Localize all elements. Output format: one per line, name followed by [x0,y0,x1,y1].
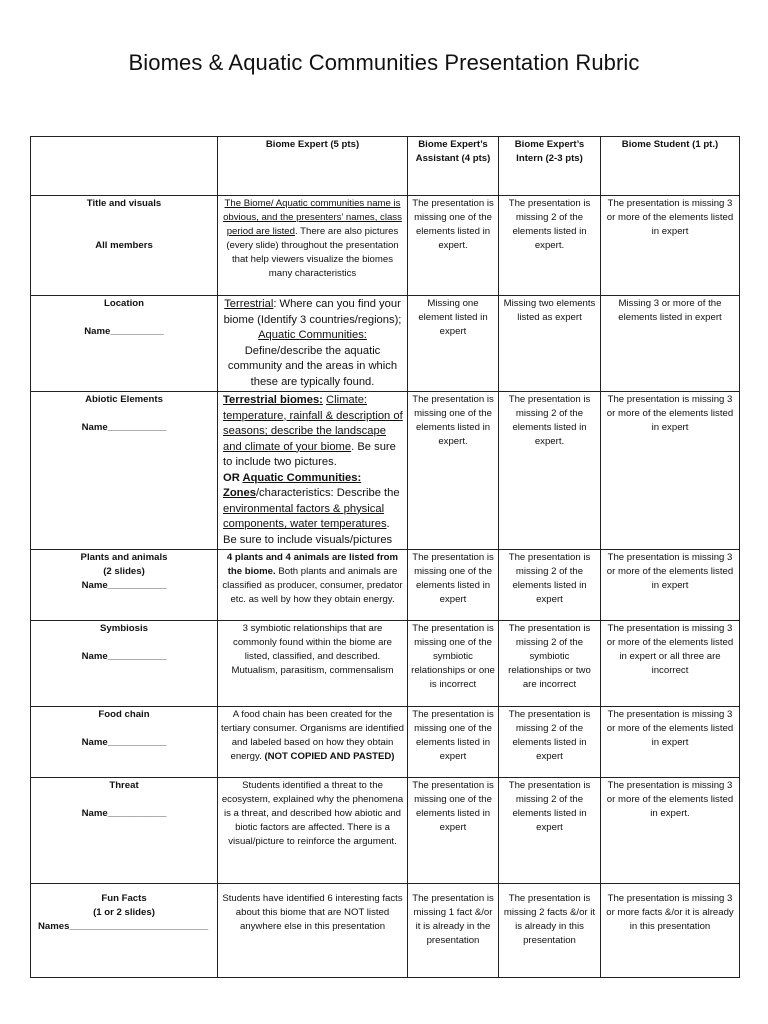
header-cell-assistant: Biome Expert’s Assistant (4 pts) [408,137,499,196]
criterion-cell [31,778,218,884]
header-row [31,137,740,196]
student-cell: The presentation is missing 3 or more of the elements listed in expert [601,550,740,621]
assistant-cell: Missing one element listed in expert [408,296,499,392]
assistant-cell: The presentation is missing 1 fact &/or it is already in the presentation [408,884,499,978]
expert-text: Both plants and animals are classified as producer, consumer, predator etc. as well by how they obtain energy. [222,566,403,605]
intern-cell: The presentation is missing 2 of the elements listed in expert [499,778,601,884]
criterion-title: Threat [109,780,139,791]
expert-text: : Where can you find your biome (Identify 3 countries/regions); [223,298,402,326]
intern-cell: The presentation is missing 2 facts &/or it is already in this presentation [499,884,601,978]
expert-text-bold: Aquatic Communities: Zones [223,471,362,499]
expert-cell [218,392,408,550]
criterion-cell [31,196,218,296]
intern-cell: The presentation is missing 2 of the elements listed in expert [499,707,601,778]
table-row [31,296,740,392]
expert-text: /characteristics: Describe the [255,487,400,499]
assistant-cell: The presentation is missing one of the symbiotic relationships or one is incorrect [408,621,499,707]
expert-text-underlined: Climate: temperature, rainfall & description of seasons; describe the landscape and climate of your biome [223,394,403,453]
intern-cell: The presentation is missing 2 of the elements listed in expert. [499,196,601,296]
intern-cell: The presentation is missing 2 of the symbiotic relationships or two are incorrect [499,621,601,707]
criterion-slides: (1 or 2 slides) [93,907,155,918]
table-row [31,707,740,778]
table-row [31,778,740,884]
expert-text-bold: 4 plants and 4 animals are listed from the biome. [226,552,399,577]
criterion-title: Title and visuals [86,198,162,209]
expert-cell: Students have identified 6 interesting facts about this biome that are NOT listed anywhere else in this presentation [218,884,408,978]
student-cell: The presentation is missing 3 or more of the elements listed in expert. [601,778,740,884]
expert-text-underlined: The Biome/ Aquatic communities name is obvious, and the presenters’ names, class period are listed [223,198,402,237]
expert-text: Define/describe the aquatic community and the areas in which these are typically found. [227,344,398,388]
header-cell-criteria [31,137,218,196]
assistant-cell: The presentation is missing one of the elements listed in expert [408,707,499,778]
expert-cell: 3 symbiotic relationships that are commonly found within the biome are listed, classified, and described. Mutualism, parasitism, commensalism [218,621,408,707]
page-title: Biomes & Aquatic Communities Presentation Rubric [128,50,640,75]
rubric-table [30,136,740,978]
criterion-slides: (2 slides) [103,566,145,577]
expert-cell [218,550,408,621]
criterion-cell [31,707,218,778]
expert-text: . There are also pictures (every slide) throughout the presentation that help viewers visualize the biomes many characteristics [226,226,399,279]
table-row [31,196,740,296]
assistant-cell: The presentation is missing one of the elements listed in expert. [408,392,499,550]
expert-text: . Be sure to include two pictures. [223,440,396,468]
expert-text-bold: (NOT COPIED AND PASTED) [264,751,395,762]
student-cell: The presentation is missing 3 or more of the elements listed in expert [601,707,740,778]
student-cell: The presentation is missing 3 or more of the elements listed in expert or all three are incorrect [601,621,740,707]
name-blank: Names__________________________ [38,921,209,932]
header-cell-expert: Biome Expert (5 pts) [218,137,408,196]
expert-cell [218,707,408,778]
name-blank: Name___________ [81,422,167,433]
criterion-title: Plants and animals [80,552,168,563]
expert-text-underlined: Terrestrial [224,298,274,310]
criterion-cell [31,621,218,707]
criterion-cell [31,550,218,621]
criterion-cell [31,884,218,978]
criterion-title: Location [104,298,144,309]
expert-text-bold: Terrestrial biomes: [223,394,323,406]
table-row [31,392,740,550]
intern-cell: Missing two elements listed as expert [499,296,601,392]
expert-cell: Students identified a threat to the ecosystem, explained why the phenomena is a threat, and described how abiotic and biotic factors are affected. There is a visual/picture to reinforce the argument. [218,778,408,884]
expert-text-underlined: Aquatic Communities: [258,329,367,341]
assistant-cell: The presentation is missing one of the elements listed in expert [408,778,499,884]
header-cell-intern: Biome Expert’s Intern (2-3 pts) [499,137,601,196]
expert-text-underlined: environmental factors & physical components, water temperatures [223,502,387,530]
criterion-title: Fun Facts [101,893,147,904]
criterion-title: Abiotic Elements [85,394,163,405]
assistant-cell: The presentation is missing one of the elements listed in expert [408,550,499,621]
criterion-members: All members [95,240,153,251]
expert-text: A food chain has been created for the tertiary consumer. Organisms are identified and labeled based on how they obtain energy. [221,709,404,762]
criterion-title: Food chain [98,709,150,720]
table-row [31,884,740,978]
student-cell: Missing 3 or more of the elements listed in expert [601,296,740,392]
intern-cell: The presentation is missing 2 of the elements listed in expert [499,550,601,621]
name-blank: Name___________ [81,580,167,591]
table-row [31,621,740,707]
student-cell: The presentation is missing 3 or more facts &/or it is already in this presentation [601,884,740,978]
expert-cell [218,296,408,392]
name-blank: Name__________ [84,326,164,337]
criterion-title: Symbiosis [100,623,148,634]
expert-cell [218,196,408,296]
student-cell: The presentation is missing 3 or more of the elements listed in expert [601,392,740,550]
expert-text-bold: OR [223,471,243,484]
intern-cell: The presentation is missing 2 of the elements listed in expert. [499,392,601,550]
name-blank: Name___________ [81,651,167,662]
expert-text: . Be sure to include visuals/pictures [223,518,393,546]
name-blank: Name___________ [81,808,167,819]
student-cell: The presentation is missing 3 or more of the elements listed in expert [601,196,740,296]
criterion-cell [31,392,218,550]
assistant-cell: The presentation is missing one of the elements listed in expert. [408,196,499,296]
name-blank: Name___________ [81,737,167,748]
table-row [31,550,740,621]
header-cell-student: Biome Student (1 pt.) [601,137,740,196]
criterion-cell [31,296,218,392]
